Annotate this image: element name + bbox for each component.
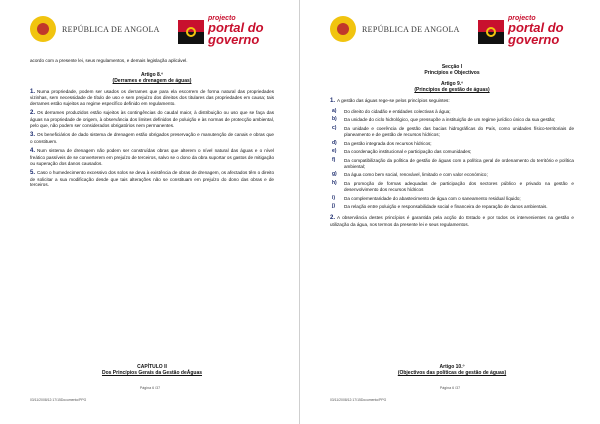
section-heading: Secção I Princípios e Objectivos xyxy=(424,64,480,76)
list-item: a) Do direito do cidadão e entidades colectivas à água; xyxy=(332,107,451,114)
portal-logo: portal do governo xyxy=(208,20,264,47)
page-body xyxy=(330,58,574,231)
list-item: b) Da unidade do ciclo hidrológico, que pressupõe a instituição de um regime jurídico único da sua gestão; xyxy=(332,116,556,123)
page-number: Página 6 /37 xyxy=(139,386,161,390)
paragraph: 1. A gestão das águas rege-se pelos princípios seguintes: xyxy=(330,98,450,104)
angola-flag-icon xyxy=(178,20,204,44)
article-heading: Artigo 10.º (Objectivos das políticas de gestão de águas) xyxy=(397,364,507,376)
list-item: g) Da água como bem social, renovável, limitado e com valor económico; xyxy=(332,171,488,178)
list-item: i) Da complementaridade do abastecimento de água com o saneamento residual líquido; xyxy=(332,194,521,201)
republic-title: REPÚBLICA DE ANGOLA xyxy=(362,25,460,34)
paragraph: 1. Numa propriedade, podem ser usados os derrames que para ela escorrem de forma natural das propriedades vizinhas, sem necessidade de título de uso e sem prejuízo dos direitos dos titulares das propriedades em causa; tais derrames estão sujeitos ao regime específico definido em regulamento. xyxy=(30,88,274,106)
list-item: e) Da coordenação institucional e participação das comunidades; xyxy=(332,148,472,155)
paragraph: 3. Os beneficiários de dado sistema de drenagem estão obrigados preservação e manutenção de canais e obras que o constituem. xyxy=(30,132,274,144)
angola-emblem-icon xyxy=(30,16,56,42)
republic-title: REPÚBLICA DE ANGOLA xyxy=(62,25,160,34)
list-item: h) Da promoção de formas adequadas de participação dos sectores público e privado na gestão e desenvolvimento dos recursos hídricos xyxy=(332,180,574,192)
document-reference: 03/11/2008/12:17/15Documento/PPG xyxy=(330,398,387,402)
page-header xyxy=(330,14,592,48)
portal-logo: portal do governo xyxy=(508,20,564,47)
portal-logo-small: projecto xyxy=(508,15,536,22)
page-header xyxy=(30,14,292,48)
article-heading: Artigo 9.º (Princípios de gestão de águas) xyxy=(414,81,490,93)
angola-emblem-icon xyxy=(330,16,356,42)
list-item: j) Da relação entre poluição e responsabilidade social e financeira de reparação de danos ambientais. xyxy=(332,203,548,210)
page-body xyxy=(30,58,274,192)
article-heading: Artigo 8.º (Derrames e drenagem de águas) xyxy=(112,71,192,84)
intro-text: acordo com a presente lei, seus regulamentos, e demais legislação aplicável. xyxy=(30,58,188,63)
paragraph: 2. Os derrames produzidos estão sujeitos às contingências do caudal maior, à distribuição ou uso que se faça das águas na propriedade de origem, à observância dos limites definidos de poluição e às normas de protecção ambiental, pelo que, não podem ser considerados obrigatórios nem permanentes. xyxy=(30,110,274,128)
paragraph: 2. A observância destes princípios é garantida pela acção do Estado e por todos os intervenientes na gestão e utilização da água, nos termos da presente lei e seus regulamentos. xyxy=(330,215,574,227)
document-reference: 03/11/2008/12:17/15Documento/PPG xyxy=(30,398,87,402)
list-item: c) Da unidade e coerência de gestão das bacias hidrográficas do País, como unidades físico-territoriais de planeamento e de gestão de recursos hídricos; xyxy=(332,125,574,137)
angola-flag-icon xyxy=(478,20,504,44)
portal-logo-small: projecto xyxy=(208,15,236,22)
paragraph: 4. Num sistema de drenagem não podem ser construídas obras que alterem o nível natural das águas e o nível freático passíveis de se converterem em prejuízo de terceiros, salvo se o dono da obra suportar os gastos de mitigação ou superação dos danos causados. xyxy=(30,148,274,166)
document-page-right xyxy=(300,0,600,424)
page-number: Página 6 /37 xyxy=(439,386,461,390)
paragraph: 5. Caso o humedecimento excessivo dos solos se deva à existência de obras de drenagem, os afectados têm o direito de solicitar a sua modificação desde que tais alterações não se constituam em prejuízo do dono das obras e de terceiros. xyxy=(30,170,274,188)
list-item: f) Da compatibilização da política de gestão de águas com a política geral de ordenamento do território e política ambiental; xyxy=(332,157,574,169)
list-item: d) Da gestão integrada dos recursos hídricos; xyxy=(332,139,432,146)
chapter-heading: CAPÍTULO II Dos Princípios Gerais da Gestão deÁguas xyxy=(101,364,203,376)
